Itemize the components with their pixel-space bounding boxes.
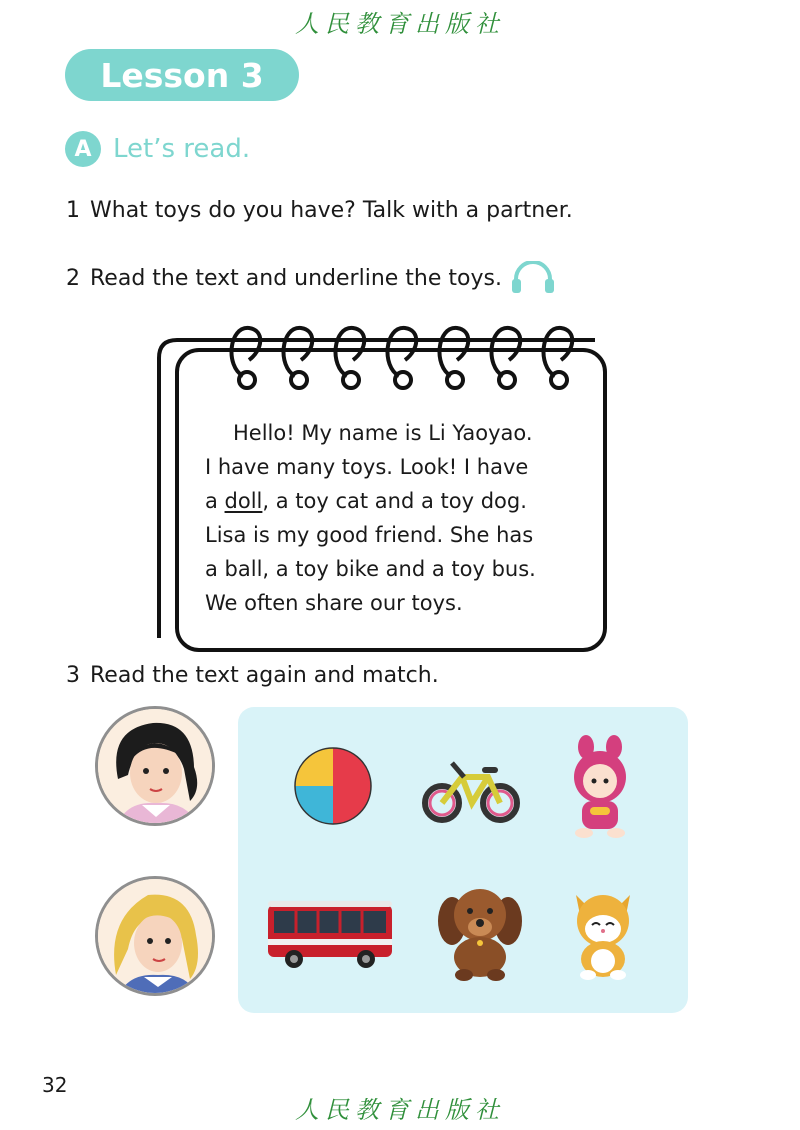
headphones-icon[interactable] — [510, 261, 556, 295]
cat-icon[interactable] — [566, 885, 640, 985]
instruction-text: What toys do you have? Talk with a partner. — [90, 198, 573, 223]
page-number: 32 — [42, 1073, 68, 1097]
reading-line: Hello! My name is Li Yaoyao. — [233, 421, 533, 445]
instruction-2 — [66, 261, 556, 295]
bus-icon[interactable] — [266, 897, 396, 975]
instruction-1 — [66, 198, 573, 223]
girl-blonde-hair-avatar[interactable] — [95, 876, 215, 996]
instruction-number: 3 — [66, 663, 80, 688]
reading-fragment: , a toy cat and a toy dog. — [262, 489, 527, 513]
reading-line: Lisa is my good friend. She has — [205, 523, 534, 547]
publisher-logo-top: 人民教育出版社 — [295, 10, 505, 38]
instruction-number: 2 — [66, 265, 80, 291]
section-title: Let’s read. — [113, 134, 251, 164]
underlined-toy-doll: doll — [224, 489, 263, 513]
lesson-title: Lesson 3 — [65, 49, 299, 101]
reading-line: a ball, a toy bike and a toy bus. — [205, 557, 536, 581]
bike-icon[interactable] — [422, 751, 522, 831]
reading-line — [205, 484, 595, 518]
instruction-number: 1 — [66, 198, 80, 223]
section-badge: A — [65, 131, 101, 167]
ball-icon[interactable] — [292, 745, 374, 831]
publisher-logo-bottom: 人民教育出版社 — [295, 1096, 505, 1124]
instruction-text: Read the text and underline the toys. — [90, 265, 502, 291]
reading-text — [205, 416, 595, 620]
instruction-3 — [66, 663, 439, 688]
section-a-heading — [65, 130, 250, 168]
toy-match-panel — [238, 707, 688, 1013]
girl-black-hair-avatar[interactable] — [95, 706, 215, 826]
instruction-text: Read the text again and match. — [90, 663, 439, 688]
reading-fragment: a — [205, 489, 225, 513]
reading-line: I have many toys. Look! I have — [205, 455, 529, 479]
doll-icon[interactable] — [562, 735, 638, 843]
dog-icon[interactable] — [434, 883, 526, 985]
reading-line: We often share our toys. — [205, 591, 463, 615]
reading-notebook — [155, 318, 610, 658]
